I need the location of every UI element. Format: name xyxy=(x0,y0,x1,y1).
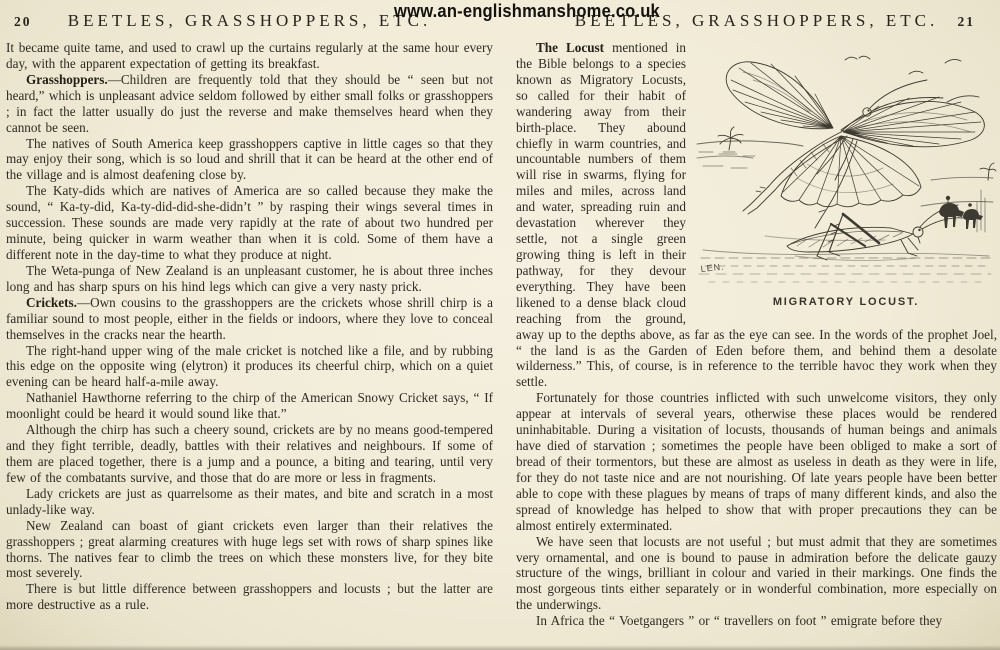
paragraph-lead: Crickets. xyxy=(26,294,77,310)
bird-strokes xyxy=(845,56,870,60)
paragraph: The Katy-dids which are natives of America are so called because they make the sound, “ Ka-ty-did, Ka-ty-did-did-she-didn’t ” by rasping their wings several times in succession. These sounds are made very rapidly at the rate of about two hundred per minute, being quicker in warm weather than when it is cold. Some of them have a different note in the day-time to what they produce at night. xyxy=(6,183,493,262)
paragraph: There is but little difference between grasshoppers and locusts ; but the latter are more destructive as a rule. xyxy=(6,581,493,613)
paragraph: Although the chirp has such a cheery sound, crickets are by no means good-tempered and they fight terrible, deadly, battles with their relatives and neighbours. If some of them are placed together, there is a jump and a pounce, a biting and tearing, until very few of the combatants survive, and those that do are more or less in fragments. xyxy=(6,422,493,485)
right-page xyxy=(516,0,997,650)
photo-bottom-edge-shadow xyxy=(0,645,1000,650)
locust-figure xyxy=(695,40,997,308)
paragraph: We have seen that locusts are not useful ; but must admit that they are sometimes very ornamental, and one is bound to pause in admiration before the delicate gauzy structure of the wings, brilliant in colour and varied in their markings. One finds the most gorgeous tints either separately or in wonderful combination, more especially on the underwings. xyxy=(516,533,997,613)
paragraph: In Africa the “ Voetgangers ” or “ travellers on foot ” emigrate before they xyxy=(536,613,943,629)
left-page-body xyxy=(6,40,493,613)
left-running-head: BEETLES, GRASSHOPPERS, ETC. xyxy=(67,11,432,30)
sitting-locust xyxy=(787,205,963,261)
paragraph: Crickets.—Own cousins to the grasshoppers are the crickets whose shrill chirp is a familiar sound to most people, either in the fields or indoors, where they love to conceal themselves in the cracks near the hearth. xyxy=(6,294,493,342)
right-page-body xyxy=(516,40,997,629)
paragraph-lead: Grasshoppers. xyxy=(26,71,108,87)
illustration-caption: MIGRATORY LOCUST. xyxy=(772,296,920,308)
paragraph: New Zealand can boast of giant crickets even larger than their relatives the grasshoppers ; great alarming creatures with huge legs set with rows of sharp spines like thorns. The natives fear to climb the trees on which these monsters live, for they bite most severely. xyxy=(6,517,493,581)
right-running-head: BEETLES, GRASSHOPPERS, ETC. xyxy=(574,11,939,30)
paragraph: It became quite tame, and used to crawl up the curtains regularly at the same hour every day, with the apparent expectation of getting its breakfast. xyxy=(6,40,493,71)
camel-riders xyxy=(939,196,983,229)
paragraph: Grasshoppers.—Children are frequently told that they should be “ seen but not heard,” which is unpleasant advice seldom followed by either small folks or grasshoppers ; in fact the latter usually do just the reverse and make themselves heard when they cannot be seen. xyxy=(6,71,493,135)
paragraph: Lady crickets are just as quarrelsome as their mates, and bite and scratch in a most unlady-like way. xyxy=(6,485,493,517)
paragraph: Fortunately for those countries inflicted with such unwelcome visitors, they only appear at intervals of several years, otherwise these places would be rendered uninhabitable. During a visitation of locusts, thousands of human beings and animals have died of starvation ; sometimes the people have been obliged to make a sort of bread of their tormentors, but these are almost as useless in death as they were in life, for they do not taste nice and are not nourishing. Of late years people have been better able to cope with these plagues by means of traps of many different kinds, and also the spread of knowledge has helped to show that with proper precautions they can be almost entirely exterminated. xyxy=(516,390,997,533)
left-page xyxy=(6,0,493,650)
paragraph: The natives of South America keep grasshoppers captive in little cages so that they may enjoy their song, which is so loud and shrill that it can be heard at the other end of the village and is almost deafening close by. xyxy=(6,135,493,183)
paragraph: The Weta-punga of New Zealand is an unpleasant customer, he is about three inches long and has sharp spurs on his hind legs which can give a very nasty prick. xyxy=(6,262,493,294)
right-page-number: 21 xyxy=(957,14,975,29)
palm-tree-left xyxy=(729,138,731,150)
left-page-number: 20 xyxy=(14,14,32,29)
paragraph: Nathaniel Hawthorne referring to the chirp of the American Snowy Cricket says, “ If moonlight could be heard it would sound like that.” xyxy=(6,390,493,422)
paragraph: The Locust mentioned in the Bible belongs to a species known as Migratory Locusts, so called for their habit of wandering away from their birth-place. They abound chiefly in warm countries, and uncountable numbers of them will rise in swarms, flying for miles and miles, across land and water, spreading ruin and devastation wherever they settle, not a single green growing thing is left in their pathway, for they devour everything. They have been likened to a dense black cloud reaching from the ground, away up to the depths above, as far as the eye can see. In the words of the prophet Joel, “ the land is as the Garden of Eden before them, and behind them a desolate wilderness.” This, of course, is in reference to the terrible havoc they work when they settle. xyxy=(516,40,997,390)
watermark: www.an-englishmanshome.co.uk xyxy=(394,1,660,21)
paragraph: The right-hand upper wing of the male cricket is notched like a file, and by rubbing this edge on the opposite wing (elytron) it produces its cheerful chirp, which on a quiet evening can be heard half-a-mile away. xyxy=(6,342,493,390)
paragraph-lead: The Locust xyxy=(536,40,605,55)
migratory-locust-illustration xyxy=(695,40,997,292)
illustration-signature: LEN. xyxy=(700,261,726,274)
